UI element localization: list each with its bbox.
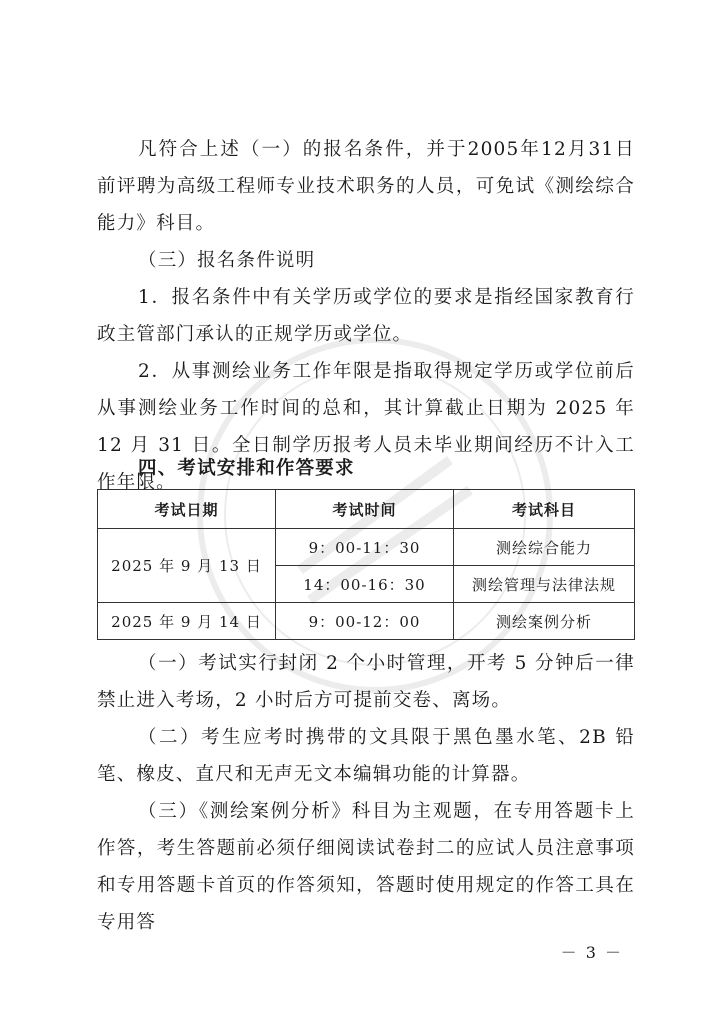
cell-date-day1: 2025 年 9 月 13 日	[98, 529, 276, 603]
cell-subject: 测绘案例分析	[454, 603, 635, 640]
table-row	[98, 529, 635, 566]
cell-subject: 测绘管理与法律法规	[454, 566, 635, 603]
paragraph-note-2: 2．从事测绘业务工作年限是指取得规定学历或学位前后从事测绘业务工作时间的总和，其计算截止日期为 2025 年 12 月 31 日。全日制学历报考人员未毕业期间经历不计入工作年限。	[97, 361, 635, 493]
cell-time: 9：00-12：00	[276, 603, 454, 640]
paragraph-arrangement-2: （二）考生应考时携带的文具限于黑色墨水笔、2B 铅笔、橡皮、直尺和无声无文本编辑功能的计算器。	[97, 727, 635, 785]
section-heading-exam-arrangement: 四、考试安排和作答要求	[138, 458, 355, 479]
section-heading-registration-notes: （三）报名条件说明	[138, 250, 316, 271]
exam-schedule-table	[97, 489, 635, 640]
cell-date-day2: 2025 年 9 月 14 日	[98, 603, 276, 640]
table-row	[98, 603, 635, 640]
header-exam-time: 考试时间	[276, 490, 454, 529]
header-exam-subject: 考试科目	[454, 490, 635, 529]
cell-time: 9：00-11：30	[276, 529, 454, 566]
paragraph-arrangement-1: （一）考试实行封闭 2 个小时管理，开考 5 分钟后一律禁止进入考场，2 小时后方可提前交卷、离场。	[97, 653, 635, 711]
header-exam-date: 考试日期	[98, 490, 276, 529]
paragraph-arrangement-3: （三）《测绘案例分析》科目为主观题，在专用答题卡上作答，考生答题前必须仔细阅读试卷封二的应试人员注意事项和专用答题卡首页的作答须知，答题时使用规定的作答工具在专用答	[97, 801, 635, 933]
table-header-row	[98, 490, 635, 529]
cell-time: 14：00-16：30	[276, 566, 454, 603]
paragraph-note-1: 1．报名条件中有关学历或学位的要求是指经国家教育行政主管部门承认的正规学历或学位。	[97, 287, 635, 345]
cell-subject: 测绘综合能力	[454, 529, 635, 566]
page-number: － 3 －	[560, 943, 623, 962]
page-number-container	[0, 940, 725, 963]
paragraph-exemption: 凡符合上述（一）的报名条件，并于2005年12月31日前评聘为高级工程师专业技术职务的人员，可免试《测绘综合能力》科目。	[97, 139, 635, 234]
